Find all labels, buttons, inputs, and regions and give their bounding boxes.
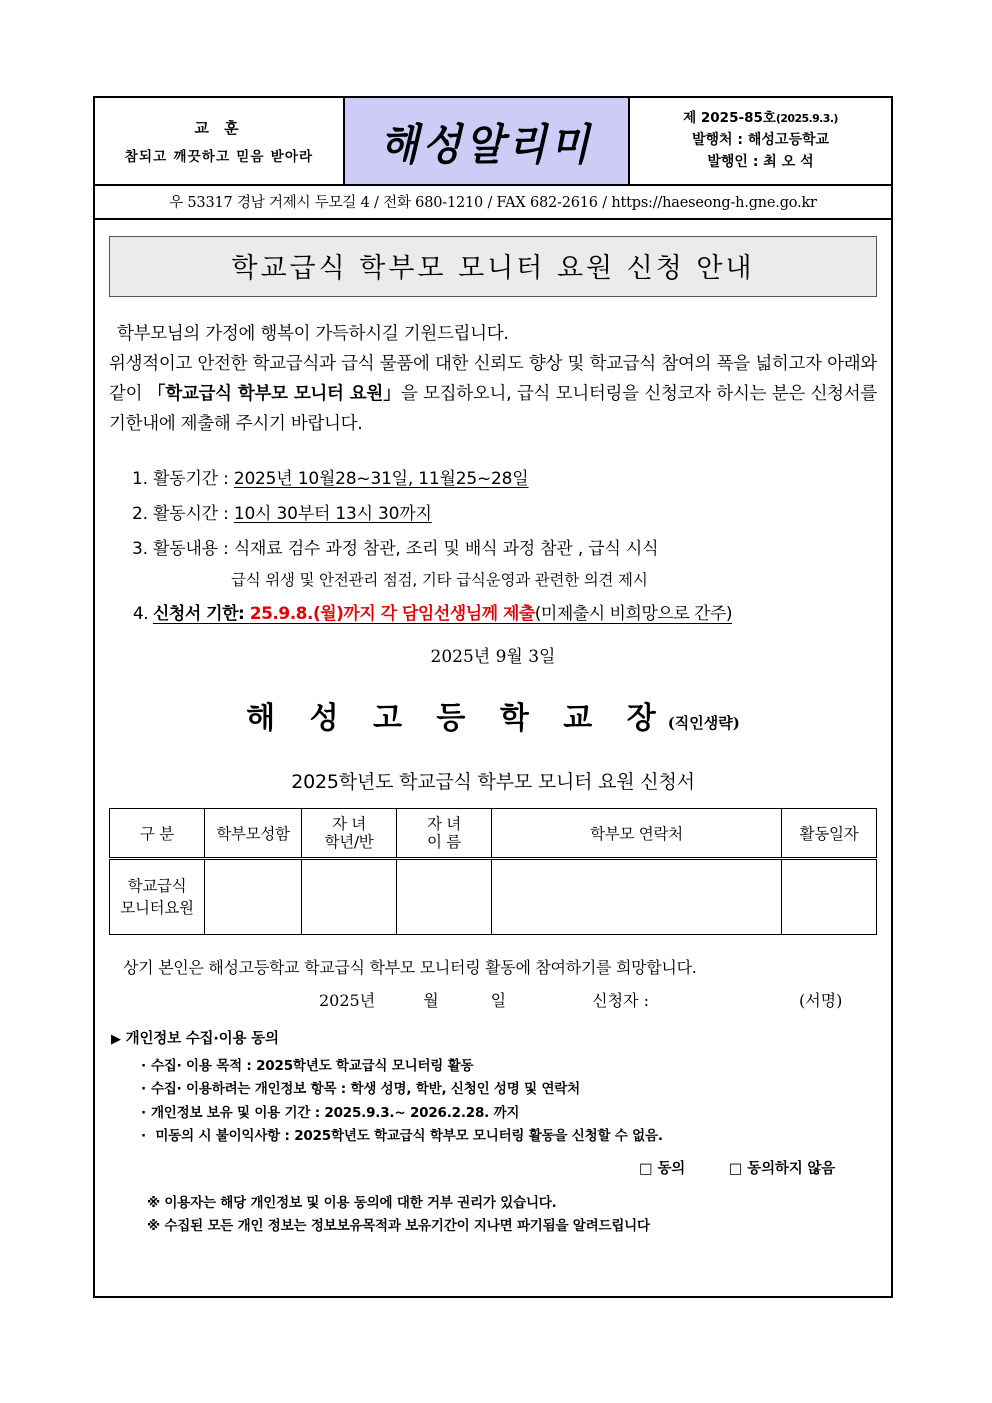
list-item-time (153, 500, 877, 528)
header-contact: 학부모 연락처 (492, 809, 782, 859)
masthead (95, 98, 891, 186)
sig-month: 월 (423, 991, 439, 1011)
publication-info (630, 98, 891, 184)
banner-title: 해성알리미 (379, 118, 594, 170)
title-section (95, 220, 891, 297)
body-section (95, 319, 891, 1238)
intro-paragraph (109, 319, 877, 439)
sig-sign-note: (서명) (798, 991, 843, 1011)
detail-list (109, 465, 877, 628)
agree-checkbox[interactable] (639, 1161, 685, 1177)
item-label-deadline: 신청서 기한: (153, 604, 250, 625)
intro-line-1: 학부모님의 가정에 행복이 가득하시길 기원드립니다. (117, 324, 509, 344)
agree-label: 동의 (657, 1161, 686, 1177)
issue-date-line: 2025년 9월 3일 (430, 647, 556, 668)
signature-line (109, 988, 877, 1011)
header-child-name-line2: 이 름 (427, 833, 461, 852)
privacy-item-fields: · 수집· 이용하려는 개인정보 항목 : 학생 성명, 학반, 신청인 성명 및 연락처 (141, 1078, 877, 1101)
address-bar: 우 53317 경남 거제시 두모길 4 / 전화 680-1210 / FAX 682-2616 / https://haeseong-h.gne.go.kr (95, 186, 891, 220)
notice-page (93, 96, 893, 1298)
cell-category-line2: 모니터요원 (120, 899, 194, 918)
header-child-grade (302, 809, 397, 859)
table-header-row (110, 809, 877, 859)
item-label-period: 활동기간 : (153, 469, 234, 490)
school-name: 해 성 고 등 학 교 장 (246, 701, 668, 737)
sig-year: 2025년 (319, 991, 376, 1011)
header-child-grade-line1: 자 녀 (332, 814, 366, 833)
privacy-note-2: ※ 수집된 모든 개인 정보는 정보보유목적과 보유기간이 지나면 파기됨을 알려드립니다 (147, 1217, 650, 1234)
motto-text: 참되고 깨끗하고 믿음 받아라 (124, 149, 314, 165)
cell-contact[interactable] (492, 859, 782, 935)
sig-day: 일 (490, 991, 507, 1011)
school-signature (109, 693, 877, 737)
intro-line-2b: 을 모집하오니, 급식 모니터링을 신청코자 하시는 분은 신청서를 기한내에 제출해 주시기 바랍니다. (109, 384, 877, 435)
item-value-deadline-tail: (미제출시 비희망으로 간주) (534, 604, 733, 625)
header-child-name (397, 809, 492, 859)
cell-category-line1: 학교급식 (127, 876, 187, 895)
privacy-heading-text: 개인정보 수집·이용 동의 (125, 1031, 279, 1048)
privacy-notes (111, 1192, 877, 1238)
issue-number: 제 2025-85호 (683, 110, 776, 127)
cell-parent-name[interactable] (205, 859, 302, 935)
item-value-time: 10시 30부터 13시 30까지 (233, 504, 432, 525)
cell-child-grade[interactable] (302, 859, 397, 935)
header-child-grade-line2: 학년/반 (324, 833, 374, 852)
consent-checkbox-row (111, 1157, 877, 1178)
privacy-section (109, 1027, 877, 1238)
sig-applicant-label: 신청자 : (592, 991, 649, 1011)
issue-line (683, 108, 838, 130)
list-item-content (153, 535, 877, 593)
item-value-content-sub: 급식 위생 및 안전관리 점검, 기타 급식운영과 관련한 의견 제시 (231, 570, 648, 589)
motto-label: 교 훈 (194, 119, 244, 137)
seal-note: (직인생략) (667, 714, 740, 733)
issue-date: (2025.9.3.) (775, 112, 838, 126)
cell-category (110, 859, 205, 935)
form-title: 2025학년도 학교급식 학부모 모니터 요원 신청서 (291, 771, 695, 794)
publisher: 발행처 : 해성고등학교 (691, 132, 830, 149)
triangle-marker-icon: ▶ (111, 1032, 121, 1048)
header-parent-name: 학부모성함 (205, 809, 302, 859)
list-item-period (153, 465, 877, 493)
privacy-item-retention: · 개인정보 보유 및 이용 기간 : 2025.9.3.~ 2026.2.28. 까지 (141, 1102, 877, 1125)
intro-quote: 「학교급식 학부모 모니터 요원」 (147, 384, 401, 405)
header-category: 구 분 (110, 809, 205, 859)
privacy-heading (111, 1027, 877, 1048)
header-child-name-line1: 자 녀 (427, 814, 461, 833)
consent-statement: 상기 본인은 해성고등학교 학교급식 학부모 모니터링 활동에 참여하기를 희망합니다. (123, 958, 697, 978)
item-label-content: 활동내용 : (153, 539, 234, 560)
header-activity-date: 활동일자 (782, 809, 877, 859)
list-item-deadline (153, 600, 877, 628)
checkbox-icon: □ (638, 1161, 653, 1177)
privacy-item-purpose: · 수집· 이용 목적 : 2025학년도 학교급식 모니터링 활동 (141, 1055, 877, 1078)
newsletter-banner (345, 98, 630, 184)
applicant-table (109, 808, 877, 935)
privacy-item-disadvantage: · 미동의 시 불이익사항 : 2025학년도 학교급식 학부모 모니터링 활동을 신청할 수 없음. (141, 1125, 877, 1148)
item-value-period: 2025년 10월28~31일, 11월25~28일 (233, 469, 529, 490)
disagree-label: 동의하지 않음 (747, 1161, 835, 1177)
item-label-time: 활동시간 : (153, 504, 234, 525)
item-value-deadline-red: 25.9.8.(월)까지 각 담임선생님께 제출 (249, 604, 535, 625)
privacy-note-1: ※ 이용자는 해당 개인정보 및 이용 동의에 대한 거부 권리가 있습니다. (147, 1195, 557, 1211)
cell-child-name[interactable] (397, 859, 492, 935)
privacy-items (111, 1055, 877, 1148)
cell-activity-date[interactable] (782, 859, 877, 935)
intro-line-2a: 위생적이고 안전한 학교급식과 급식 물품에 대한 신뢰도 향상 및 학교급식 참여의 폭을 넓히고자 아래와 같이 (109, 354, 877, 405)
editor: 발행인 : 최 오 석 (707, 153, 814, 170)
item-value-content: 식재료 검수 과정 참관, 조리 및 배식 과정 참관 , 급식 시식 (233, 539, 659, 560)
school-motto-cell (95, 98, 345, 184)
disagree-checkbox[interactable] (729, 1161, 835, 1177)
checkbox-icon: □ (728, 1161, 743, 1177)
table-row (110, 859, 877, 935)
page-title: 학교급식 학부모 모니터 요원 신청 안내 (109, 236, 877, 297)
